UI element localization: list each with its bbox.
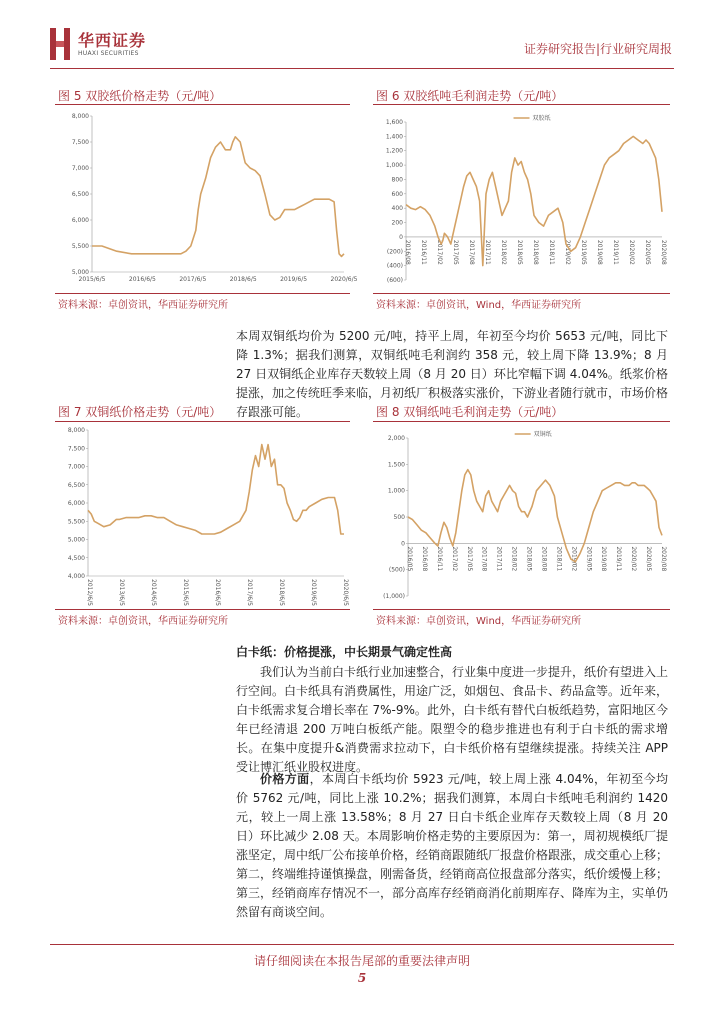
fig8-bottom-rule (373, 609, 670, 610)
y-tick-label: 5,500 (67, 518, 85, 526)
fig6-top-rule (373, 104, 670, 105)
fig5-source: 资料来源：卓创资讯，华西证券研究所 (58, 300, 228, 311)
y-tick-label: 200 (391, 219, 403, 227)
fig6-title: 图 6 双胶纸吨毛利润走势（元/吨） (376, 89, 564, 103)
y-tick-label: 6,500 (71, 191, 89, 198)
paragraph-white-card-price (236, 770, 668, 922)
y-tick-label: 4,500 (67, 554, 85, 562)
y-tick-label: 7,000 (67, 463, 85, 471)
x-tick-label: 2020/02 (628, 239, 635, 265)
x-tick-label: 2014/6/5 (150, 579, 157, 606)
series-line (408, 470, 662, 562)
y-tick-label: 600 (391, 190, 403, 198)
white-card-price-text: ，本周白卡纸均价 5923 元/吨，较上周上涨 4.04%，年初至今均价 5762 元/吨，同比上涨 10.2%；据我们测算，本周白卡纸吨毛利润约 1420 元，较上一周上涨 13.58%；8 月 27 日白卡纸企业库存天数较上周（8 月 20 日）环比减少 2.08 天。本周影响价格走势的主要原因为：第一，周初规模纸厂提涨坚定，周中纸厂公布接单价格，经销商跟随纸厂报盘价格跟涨，成交重心上移；第二，终端维持谨慎操盘，刚需备货，经销商高位报盘部分落实，纸价缓慢上移；第三，经销商库存情况不一，部分高库存经销商消化前期库存、降库为主，实单仍然留有商谈空间。 (236, 772, 669, 919)
x-tick-label: 2017/11 (484, 239, 491, 265)
x-tick-label: 2017/6/5 (179, 276, 207, 283)
y-tick-label: (500) (388, 566, 405, 574)
fig7-top-rule (55, 421, 350, 422)
y-tick-label: (1,000) (383, 593, 405, 600)
y-tick-label: 800 (391, 176, 403, 184)
y-tick-label: 4,000 (67, 573, 85, 580)
y-tick-label: (600) (386, 277, 403, 284)
fig7-chart (58, 424, 350, 606)
x-tick-label: 2017/11 (495, 546, 503, 572)
y-tick-label: 5,500 (71, 243, 89, 250)
x-tick-label: 2017/6/5 (246, 579, 253, 606)
x-tick-label: 2018/08 (540, 546, 548, 572)
fig6-chart (376, 108, 668, 290)
x-tick-label: 2019/05 (585, 546, 593, 572)
y-tick-label: 5,000 (71, 269, 89, 276)
x-tick-label: 2016/08 (420, 546, 428, 572)
x-tick-label: 2018/11 (555, 546, 563, 572)
x-tick-label: 2013/6/5 (118, 579, 125, 606)
x-tick-label: 2017/02 (450, 546, 458, 572)
fig5-bottom-rule (55, 293, 350, 294)
x-tick-label: 2019/02 (564, 239, 571, 265)
x-tick-label: 2020/6/5 (330, 276, 358, 283)
x-tick-label: 2018/05 (516, 239, 523, 265)
section-title-white-card: 白卡纸：价格提涨，中长期景气确定性高 (236, 645, 453, 659)
x-tick-label: 2016/05 (406, 546, 413, 572)
x-tick-label: 2019/08 (596, 239, 603, 265)
x-tick-label: 2017/02 (436, 239, 443, 265)
y-tick-label: 1,000 (387, 487, 405, 495)
white-card-outlook-text: 我们认为当前白卡纸行业加速整合，行业集中度进一步提升，纸价有望进入上行空间。白卡纸具有消费属性，用途广泛，如烟包、食品卡、药品盒等。近年来，白卡纸需求复合增长率在 7%-9%。此外，白卡纸有替代白板纸趋势，富阳地区今年已经清退 200 万吨白板纸产能。限塑令的稳步推进也有利于白卡纸的需求增长。在集中度提升&消费需求拉动下，白卡纸价格有望继续提涨。持续关注 APP 受让博汇纸业股权进度。 (236, 665, 669, 774)
x-tick-label: 2018/05 (525, 546, 533, 572)
y-tick-label: 1,200 (385, 147, 403, 155)
x-tick-label: 2017/05 (465, 546, 473, 572)
price-aspect-label: 价格方面 (260, 772, 310, 786)
x-tick-label: 2016/11 (420, 239, 427, 265)
header-report-type: 证券研究报告|行业研究周报 (523, 42, 672, 56)
y-tick-label: 8,000 (71, 113, 89, 120)
x-tick-label: 2019/6/5 (310, 579, 317, 606)
y-tick-label: 1,400 (385, 133, 403, 141)
footer-rule (50, 944, 674, 945)
x-tick-label: 2012/6/5 (86, 579, 93, 606)
y-tick-label: (400) (386, 262, 403, 270)
fig6-source: 资料来源：卓创资讯，Wind，华西证券研究所 (376, 300, 582, 311)
x-tick-label: 2019/08 (600, 546, 608, 572)
y-tick-label: 0 (401, 540, 405, 548)
fig8-source: 资料来源：卓创资讯，Wind，华西证券研究所 (376, 616, 582, 627)
fig6-bottom-rule (373, 293, 670, 294)
huaxi-logo-icon (50, 28, 72, 60)
fig8-chart (376, 424, 668, 606)
x-tick-label: 2019/11 (612, 239, 619, 265)
x-tick-label: 2016/6/5 (128, 276, 156, 283)
x-tick-label: 2019/6/5 (280, 276, 308, 283)
header-logo (50, 26, 160, 64)
x-tick-label: 2020/6/5 (342, 579, 349, 606)
x-tick-label: 2018/02 (510, 546, 518, 572)
x-tick-label: 2020/02 (630, 546, 638, 572)
y-tick-label: 8,000 (67, 427, 85, 434)
logo-cn: 华西证券 (78, 31, 147, 50)
x-tick-label: 2019/02 (570, 546, 578, 572)
fig7-source: 资料来源：卓创资讯，华西证券研究所 (58, 616, 228, 627)
x-tick-label: 2018/11 (548, 239, 555, 265)
paragraph-white-card-outlook (236, 663, 668, 777)
fig7-title: 图 7 双铜纸价格走势（元/吨） (58, 405, 222, 419)
y-tick-label: 1,500 (387, 461, 405, 469)
x-tick-label: 2015/6/5 (78, 276, 106, 283)
y-tick-label: 6,000 (67, 500, 85, 507)
y-tick-label: 6,000 (71, 217, 89, 224)
page-number: 5 (357, 971, 367, 985)
fig7-bottom-rule (55, 609, 350, 610)
y-tick-label: 7,500 (71, 139, 89, 146)
x-tick-label: 2017/08 (468, 239, 475, 265)
series-line (92, 137, 344, 257)
x-tick-label: 2019/11 (615, 546, 623, 572)
y-tick-label: 5,000 (67, 536, 85, 544)
y-tick-label: 0 (399, 233, 403, 241)
x-tick-label: 2015/6/5 (182, 579, 189, 606)
fig8-top-rule (373, 421, 670, 422)
fig5-top-rule (55, 104, 350, 105)
x-tick-label: 2017/05 (452, 239, 459, 265)
x-tick-label: 2020/08 (660, 546, 667, 572)
y-tick-label: 1,000 (385, 162, 403, 170)
y-tick-label: 6,500 (67, 481, 85, 489)
x-tick-label: 2016/11 (435, 546, 443, 572)
x-tick-label: 2018/02 (500, 239, 507, 265)
x-tick-label: 2020/08 (660, 239, 667, 265)
logo-en: HUAXI SECURITIES (78, 50, 139, 57)
paragraph-duplex-coated: 本周双铜纸均价为 5200 元/吨，持平上周，年初至今均价 5653 元/吨，同比下降 1.3%；据我们测算，双铜纸吨毛利润约 358 元，较上周下降 13.9%；8 月 27 日双铜纸企业库存天数较上周（8 月 20 日）环比窄幅下调 4.04%。纸浆价格提涨，加之传统旺季来临，月初纸厂积极落实涨价，下游业者随行就市，市场价格存跟涨可能。 (236, 329, 669, 419)
fig5-title: 图 5 双胶纸价格走势（元/吨） (58, 89, 222, 103)
y-tick-label: 1,600 (385, 119, 403, 126)
y-tick-label: 7,500 (67, 445, 85, 453)
y-tick-label: 2,000 (387, 435, 405, 442)
series-line (88, 445, 344, 534)
legend-label: 双胶纸 (532, 115, 551, 122)
y-tick-label: (200) (386, 248, 403, 256)
x-tick-label: 2018/6/5 (229, 276, 257, 283)
y-tick-label: 7,000 (71, 165, 89, 172)
y-tick-label: 400 (391, 205, 403, 213)
x-tick-label: 2020/05 (645, 546, 653, 572)
fig5-chart (58, 108, 358, 290)
header-rule (50, 68, 674, 69)
x-tick-label: 2016/08 (404, 239, 411, 265)
x-tick-label: 2019/05 (580, 239, 587, 265)
x-tick-label: 2018/6/5 (278, 579, 285, 606)
legal-notice: 请仔细阅读在本报告尾部的重要法律声明 (253, 954, 470, 968)
x-tick-label: 2016/6/5 (214, 579, 221, 606)
legend-label: 双铜纸 (533, 431, 552, 438)
x-tick-label: 2017/08 (480, 546, 488, 572)
y-tick-label: 500 (393, 514, 405, 521)
x-tick-label: 2018/08 (532, 239, 539, 265)
fig8-title: 图 8 双铜纸吨毛利润走势（元/吨） (376, 405, 564, 419)
x-tick-label: 2020/05 (644, 239, 651, 265)
